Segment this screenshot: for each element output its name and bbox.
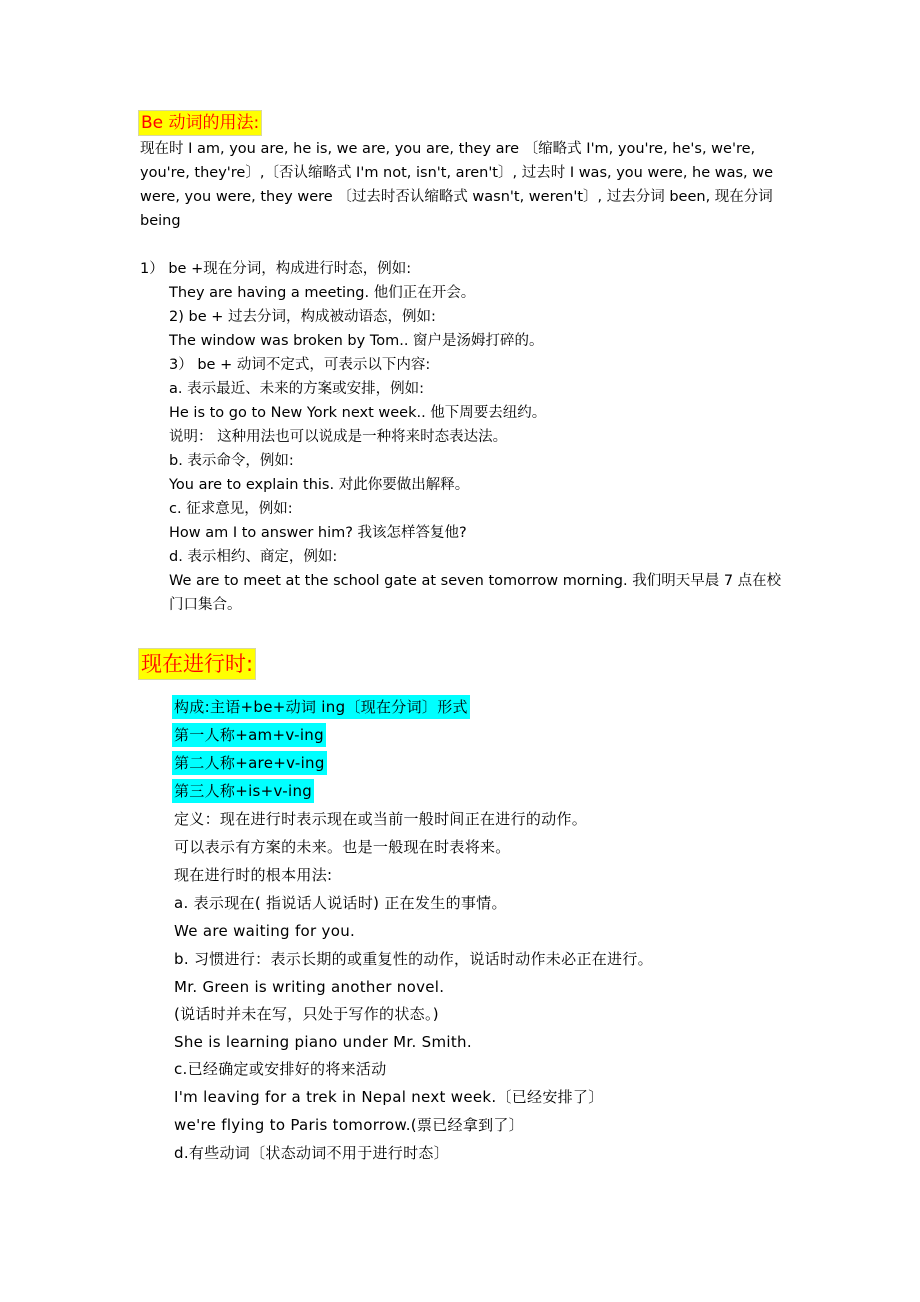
s1-line: c. 征求意见，例如: (169, 501, 293, 517)
s2-line: I'm leaving for a trek in Nepal next week.〔已经安排了〕 (174, 1088, 604, 1106)
section2-heading (138, 648, 256, 680)
s1-line: b. 表示命令，例如: (169, 453, 294, 469)
s1-line: 3） be + 动词不定式，可表示以下内容: (169, 357, 431, 373)
s2-highlight: 第二人称+are+v-ing (172, 751, 327, 775)
s2-line: a. 表示现在( 指说话人说话时) 正在发生的事情。 (174, 894, 507, 912)
section1-heading (138, 110, 262, 136)
s2-line: 定义：现在进行时表示现在或当前一般时间正在进行的动作。 (174, 810, 588, 828)
s1-line: 门口集合。 (169, 597, 242, 613)
section1-heading-text: Be 动词的用法: (138, 110, 262, 136)
s1-line: 说明： 这种用法也可以说成是一种将来时态表达法。 (169, 429, 508, 445)
s1-line: 2) be + 过去分词，构成被动语态，例如: (169, 309, 436, 325)
section1-intro: 现在时 I am, you are, he is, we are, you are, they are 〔缩略式 I'm, you're, he's, we're, you're, they're〕,〔否认缩略式 I'm not, isn't, aren't〕, 过去时 I was, you were, he was, we were, you were, they were 〔过去时否认缩略式 wasn't, weren't〕, 过去分词 been, 现在分词 being (140, 141, 774, 229)
s2-line: 现在进行时的根本用法: (174, 866, 333, 884)
s1-line: The window was broken by Tom.. 窗户是汤姆打碎的。 (169, 333, 544, 349)
s1-line: You are to explain this. 对此你要做出解释。 (169, 477, 470, 493)
s1-line: They are having a meeting. 他们正在开会。 (169, 285, 476, 301)
section2-heading-text: 现在进行时: (138, 648, 256, 680)
s2-line: d.有些动词〔状态动词不用于进行时态〕 (174, 1144, 449, 1162)
s1-line: We are to meet at the school gate at seven tomorrow morning. 我们明天早晨 7 点在校 (169, 573, 782, 589)
s1-line: a. 表示最近、未来的方案或安排，例如: (169, 381, 424, 397)
s2-line: b. 习惯进行：表示长期的或重复性的动作，说话时动作未必正在进行。 (174, 950, 653, 968)
s1-line: He is to go to New York next week.. 他下周要去纽约。 (169, 405, 547, 421)
s2-line: 可以表示有方案的未来。也是一般现在时表将来。 (174, 838, 511, 856)
s2-line: c.已经确定或安排好的将来活动 (174, 1060, 387, 1078)
s2-line: Mr. Green is writing another novel. (174, 978, 445, 996)
s2-highlight: 第一人称+am+v-ing (172, 723, 326, 747)
s2-line: We are waiting for you. (174, 922, 356, 940)
s1-line: How am I to answer him? 我该怎样答复他? (169, 525, 467, 541)
s2-highlight: 第三人称+is+v-ing (172, 779, 314, 803)
s1-line: d. 表示相约、商定，例如: (169, 549, 338, 565)
s2-line: (说话时并未在写，只处于写作的状态。) (174, 1005, 439, 1023)
s2-line: She is learning piano under Mr. Smith. (174, 1033, 472, 1051)
s2-highlight: 构成:主语+be+动词 ing〔现在分词〕形式 (172, 695, 470, 719)
s2-line: we're flying to Paris tomorrow.(票已经拿到了〕 (174, 1116, 525, 1134)
s1-line: 1） be +现在分词，构成进行时态，例如: (140, 261, 412, 277)
